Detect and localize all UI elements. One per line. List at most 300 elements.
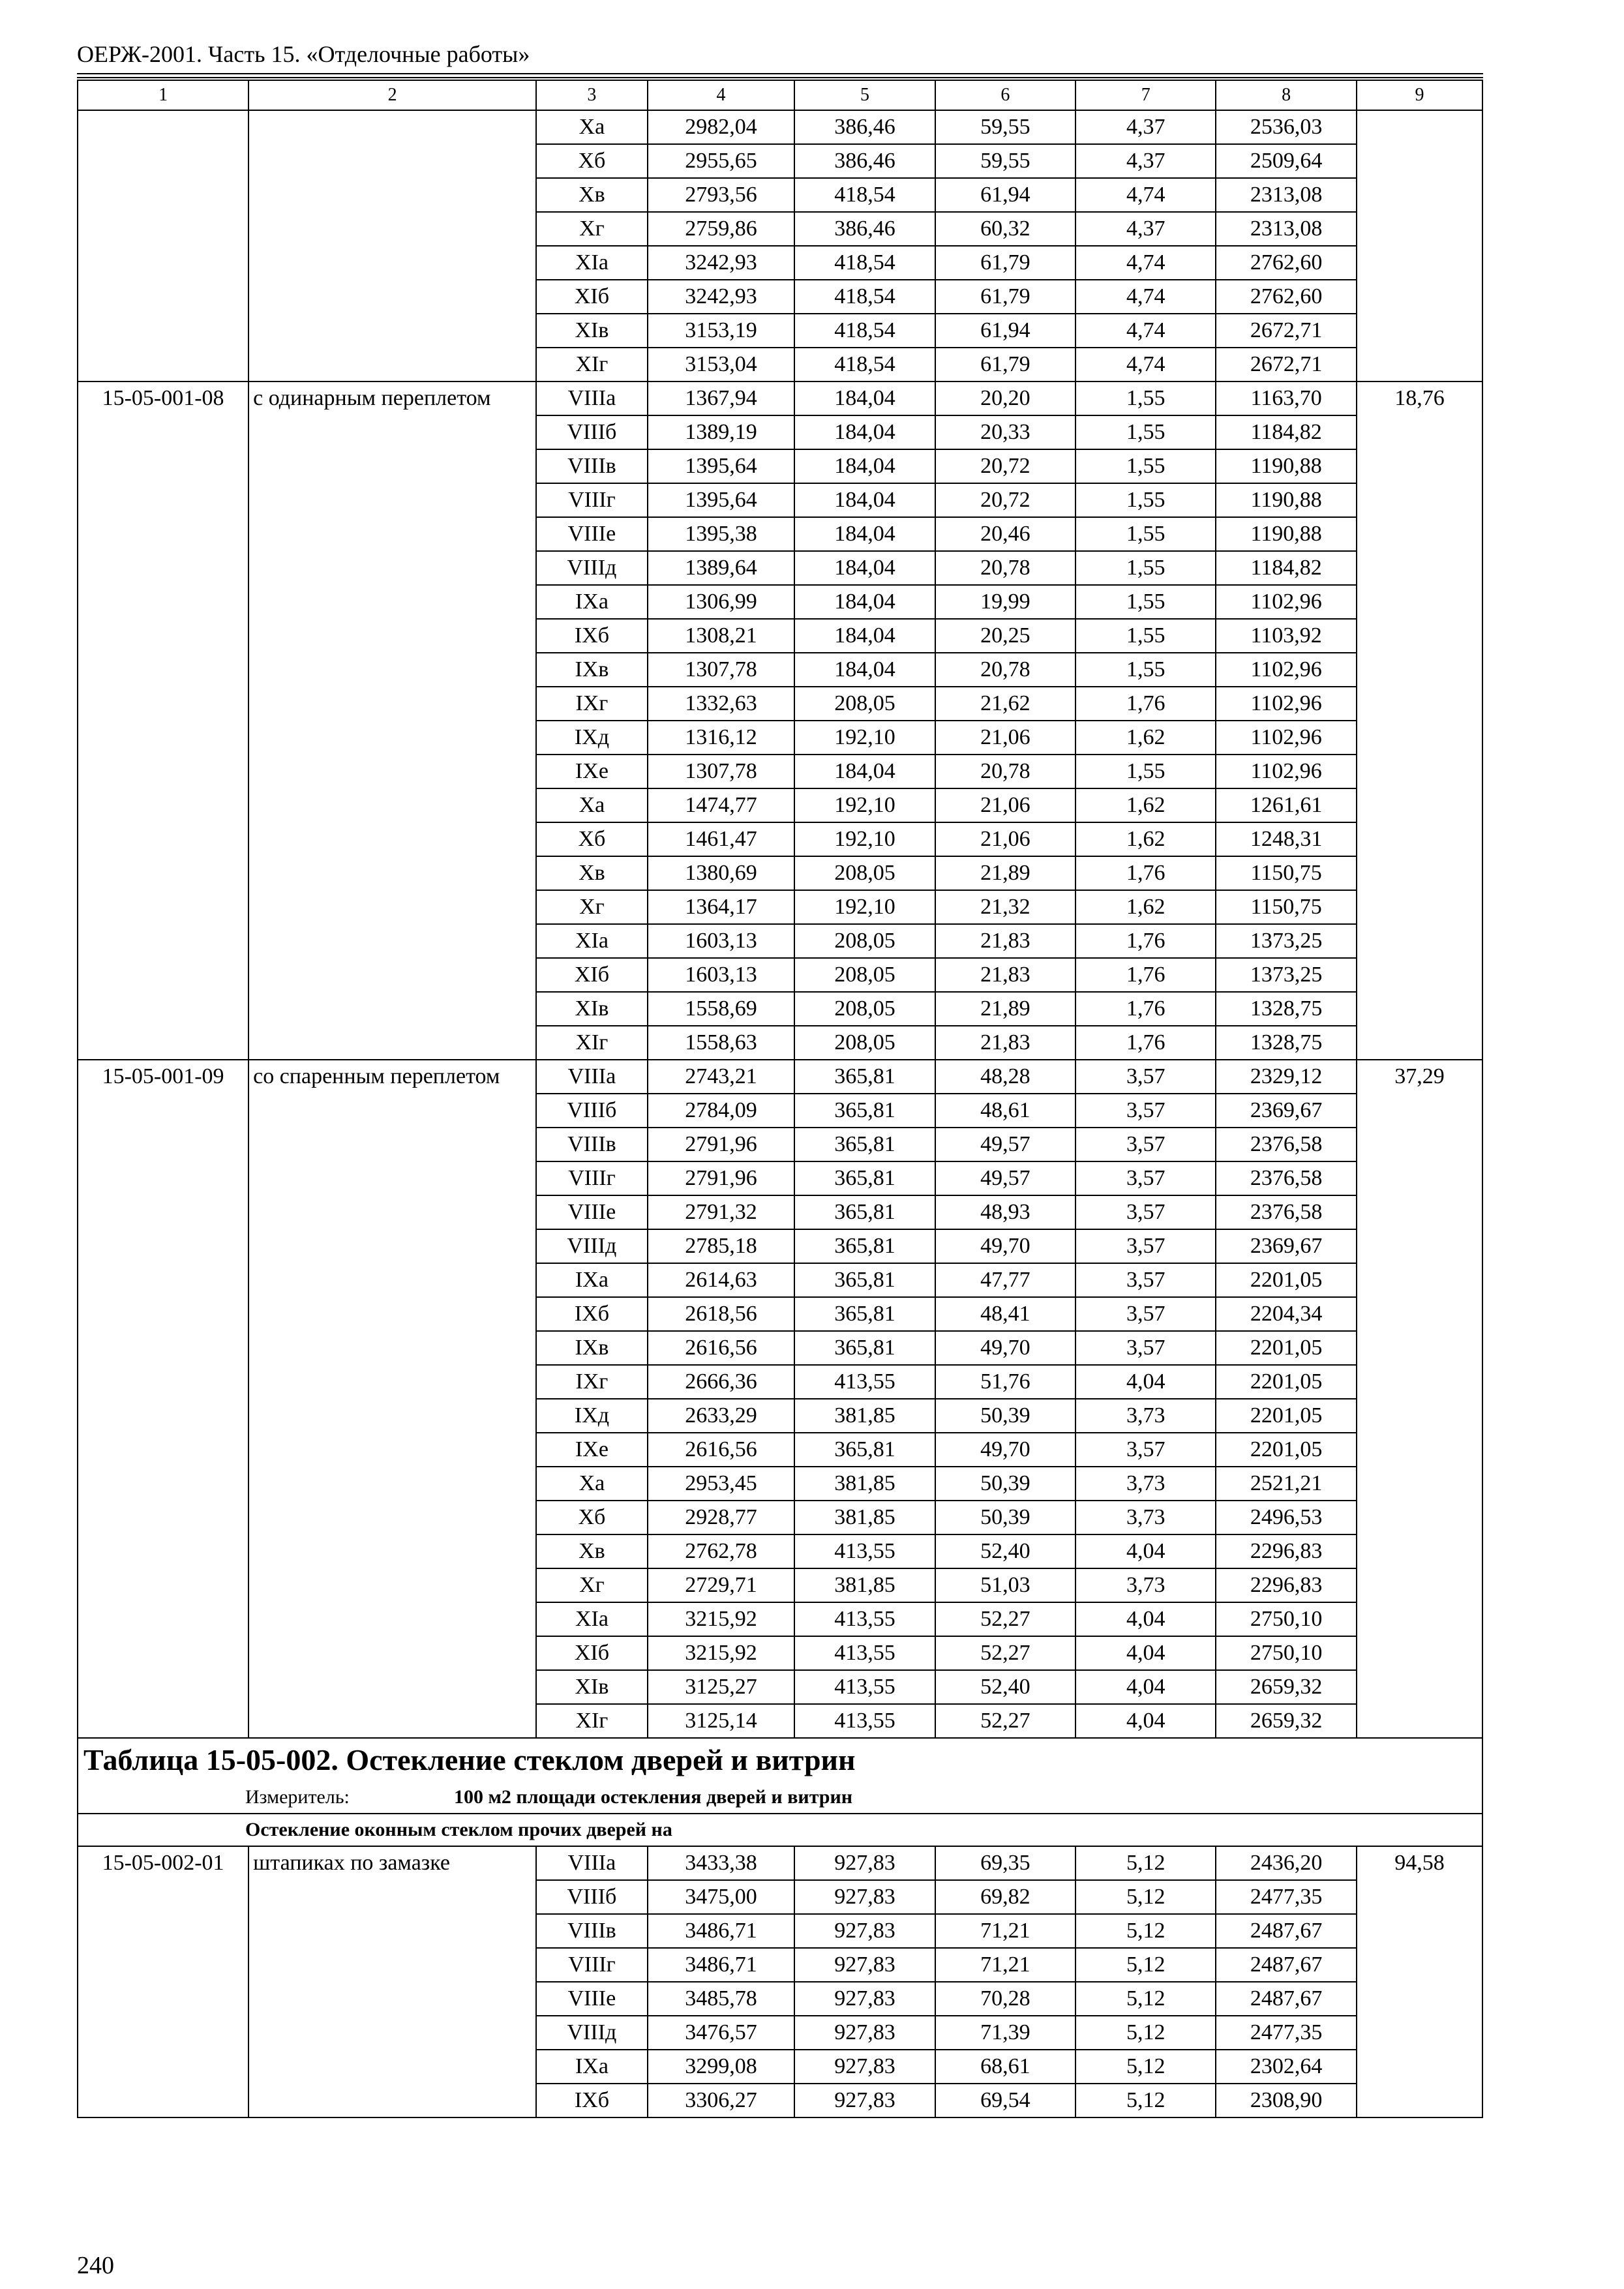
- total-cost-cell: 1389,64: [648, 551, 795, 585]
- wages-cell: 927,83: [794, 1948, 935, 1982]
- machines-cell: 68,61: [935, 2050, 1075, 2084]
- rates-table-body: [78, 80, 1482, 2117]
- wages-cell: 418,54: [794, 348, 935, 382]
- col9-cell: [1357, 110, 1482, 382]
- machinist-wages-cell: 3,73: [1075, 1501, 1216, 1534]
- total-cost-cell: 1380,69: [648, 856, 795, 890]
- total-cost-cell: 1395,64: [648, 483, 795, 517]
- total-cost-cell: 3215,92: [648, 1602, 795, 1636]
- machines-cell: 21,06: [935, 721, 1075, 755]
- total-cost-cell: 1332,63: [648, 687, 795, 721]
- materials-cell: 1102,96: [1216, 585, 1356, 619]
- machinist-wages-cell: 1,55: [1075, 449, 1216, 483]
- machines-cell: 49,57: [935, 1128, 1075, 1161]
- wages-cell: 208,05: [794, 924, 935, 958]
- materials-cell: 2201,05: [1216, 1399, 1356, 1433]
- name-cell: с одинарным переплетом: [248, 382, 536, 1060]
- total-cost-cell: 1367,94: [648, 382, 795, 415]
- machines-cell: 49,57: [935, 1161, 1075, 1195]
- machines-cell: 49,70: [935, 1331, 1075, 1365]
- zone-cell: XIг: [536, 348, 648, 382]
- machines-cell: 60,32: [935, 212, 1075, 246]
- column-number: 9: [1357, 80, 1482, 110]
- machinist-wages-cell: 1,76: [1075, 1026, 1216, 1060]
- zone-cell: IXв: [536, 653, 648, 687]
- materials-cell: 2296,83: [1216, 1568, 1356, 1602]
- wages-cell: 184,04: [794, 483, 935, 517]
- machinist-wages-cell: 3,73: [1075, 1399, 1216, 1433]
- column-number: 8: [1216, 80, 1356, 110]
- machinist-wages-cell: 3,73: [1075, 1568, 1216, 1602]
- materials-cell: 2496,53: [1216, 1501, 1356, 1534]
- machines-cell: 52,27: [935, 1636, 1075, 1670]
- materials-cell: 2302,64: [1216, 2050, 1356, 2084]
- total-cost-cell: 1316,12: [648, 721, 795, 755]
- machinist-wages-cell: 5,12: [1075, 1880, 1216, 1914]
- wages-cell: 381,85: [794, 1501, 935, 1534]
- group-header-row: [78, 1814, 1482, 1846]
- materials-cell: 2750,10: [1216, 1636, 1356, 1670]
- machinist-wages-cell: 3,57: [1075, 1161, 1216, 1195]
- total-cost-cell: 1474,77: [648, 788, 795, 822]
- materials-cell: 1190,88: [1216, 449, 1356, 483]
- column-number: 1: [78, 80, 248, 110]
- wages-cell: 192,10: [794, 788, 935, 822]
- machinist-wages-cell: 1,55: [1075, 415, 1216, 449]
- zone-cell: VIIIa: [536, 1846, 648, 1880]
- wages-cell: 365,81: [794, 1128, 935, 1161]
- table-row: [78, 1060, 1482, 1094]
- total-cost-cell: 3215,92: [648, 1636, 795, 1670]
- wages-cell: 184,04: [794, 755, 935, 788]
- total-cost-cell: 2793,56: [648, 178, 795, 212]
- group-header: Остекление оконным стеклом прочих дверей на: [78, 1814, 1482, 1846]
- zone-cell: XIa: [536, 924, 648, 958]
- zone-cell: XIб: [536, 1636, 648, 1670]
- zone-cell: IXб: [536, 1297, 648, 1331]
- machines-cell: 20,33: [935, 415, 1075, 449]
- total-cost-cell: 2616,56: [648, 1433, 795, 1467]
- total-cost-cell: 2666,36: [648, 1365, 795, 1399]
- zone-cell: VIIIe: [536, 1982, 648, 2016]
- measure-row: [78, 1782, 1482, 1814]
- zone-cell: Xa: [536, 788, 648, 822]
- wages-cell: 413,55: [794, 1365, 935, 1399]
- materials-cell: 2477,35: [1216, 1880, 1356, 1914]
- wages-cell: 208,05: [794, 856, 935, 890]
- machinist-wages-cell: 1,62: [1075, 721, 1216, 755]
- zone-cell: VIIIв: [536, 1914, 648, 1948]
- wages-cell: 927,83: [794, 1914, 935, 1948]
- machines-cell: 20,46: [935, 517, 1075, 551]
- wages-cell: 365,81: [794, 1433, 935, 1467]
- wages-cell: 184,04: [794, 551, 935, 585]
- materials-cell: 1248,31: [1216, 822, 1356, 856]
- materials-cell: 2201,05: [1216, 1365, 1356, 1399]
- column-number: 5: [794, 80, 935, 110]
- wages-cell: 418,54: [794, 178, 935, 212]
- materials-cell: 1328,75: [1216, 992, 1356, 1026]
- machinist-wages-cell: 3,57: [1075, 1263, 1216, 1297]
- machinist-wages-cell: 4,04: [1075, 1602, 1216, 1636]
- wages-cell: 365,81: [794, 1229, 935, 1263]
- zone-cell: Xв: [536, 856, 648, 890]
- materials-cell: 1163,70: [1216, 382, 1356, 415]
- materials-cell: 1373,25: [1216, 924, 1356, 958]
- machinist-wages-cell: 4,74: [1075, 280, 1216, 314]
- machines-cell: 20,72: [935, 449, 1075, 483]
- table2-title: Таблица 15-05-002. Остекление стеклом дверей и витрин: [78, 1738, 1482, 1782]
- machinist-wages-cell: 4,04: [1075, 1704, 1216, 1738]
- machines-cell: 70,28: [935, 1982, 1075, 2016]
- wages-cell: 365,81: [794, 1331, 935, 1365]
- machines-cell: 21,06: [935, 822, 1075, 856]
- total-cost-cell: 3153,04: [648, 348, 795, 382]
- zone-cell: VIIIб: [536, 1094, 648, 1128]
- machinist-wages-cell: 3,57: [1075, 1297, 1216, 1331]
- materials-cell: 1102,96: [1216, 653, 1356, 687]
- materials-cell: 2436,20: [1216, 1846, 1356, 1880]
- zone-cell: XIг: [536, 1704, 648, 1738]
- machinist-wages-cell: 4,04: [1075, 1670, 1216, 1704]
- machinist-wages-cell: 4,37: [1075, 144, 1216, 178]
- materials-cell: 2659,32: [1216, 1670, 1356, 1704]
- zone-cell: VIIIe: [536, 1195, 648, 1229]
- machinist-wages-cell: 5,12: [1075, 1948, 1216, 1982]
- wages-cell: 208,05: [794, 992, 935, 1026]
- machinist-wages-cell: 3,57: [1075, 1331, 1216, 1365]
- machinist-wages-cell: 1,76: [1075, 992, 1216, 1026]
- machinist-wages-cell: 4,04: [1075, 1636, 1216, 1670]
- zone-cell: XIa: [536, 1602, 648, 1636]
- machines-cell: 20,78: [935, 755, 1075, 788]
- total-cost-cell: 3486,71: [648, 1948, 795, 1982]
- total-cost-cell: 3153,19: [648, 314, 795, 348]
- name-cell: со спаренным переплетом: [248, 1060, 536, 1738]
- wages-cell: 365,81: [794, 1297, 935, 1331]
- zone-cell: XIб: [536, 280, 648, 314]
- materials-cell: 1190,88: [1216, 517, 1356, 551]
- machines-cell: 51,03: [935, 1568, 1075, 1602]
- column-number: 4: [648, 80, 795, 110]
- machines-cell: 71,39: [935, 2016, 1075, 2050]
- machinist-wages-cell: 4,74: [1075, 178, 1216, 212]
- header-rule: [77, 73, 1483, 74]
- column-number: 7: [1075, 80, 1216, 110]
- total-cost-cell: 3299,08: [648, 2050, 795, 2084]
- zone-cell: IXa: [536, 1263, 648, 1297]
- machines-cell: 20,78: [935, 653, 1075, 687]
- wages-cell: 927,83: [794, 2084, 935, 2117]
- total-cost-cell: 2955,65: [648, 144, 795, 178]
- machinist-wages-cell: 3,57: [1075, 1128, 1216, 1161]
- materials-cell: 2672,71: [1216, 348, 1356, 382]
- machines-cell: 61,79: [935, 246, 1075, 280]
- materials-cell: 2329,12: [1216, 1060, 1356, 1094]
- machines-cell: 50,39: [935, 1467, 1075, 1501]
- materials-cell: 1102,96: [1216, 755, 1356, 788]
- machines-cell: 21,83: [935, 924, 1075, 958]
- materials-cell: 2477,35: [1216, 2016, 1356, 2050]
- machinist-wages-cell: 3,57: [1075, 1060, 1216, 1094]
- machines-cell: 52,27: [935, 1602, 1075, 1636]
- wages-cell: 386,46: [794, 212, 935, 246]
- wages-cell: 413,55: [794, 1670, 935, 1704]
- materials-cell: 2487,67: [1216, 1948, 1356, 1982]
- wages-cell: 208,05: [794, 1026, 935, 1060]
- wages-cell: 192,10: [794, 822, 935, 856]
- machinist-wages-cell: 1,55: [1075, 619, 1216, 653]
- code-cell: 15-05-001-09: [78, 1060, 248, 1738]
- materials-cell: 2296,83: [1216, 1534, 1356, 1568]
- zone-cell: XIб: [536, 958, 648, 992]
- materials-cell: 2313,08: [1216, 178, 1356, 212]
- machinist-wages-cell: 1,76: [1075, 856, 1216, 890]
- machinist-wages-cell: 3,57: [1075, 1433, 1216, 1467]
- wages-cell: 365,81: [794, 1195, 935, 1229]
- machinist-wages-cell: 4,04: [1075, 1365, 1216, 1399]
- machines-cell: 49,70: [935, 1229, 1075, 1263]
- zone-cell: Xг: [536, 212, 648, 246]
- total-cost-cell: 1558,63: [648, 1026, 795, 1060]
- wages-cell: 418,54: [794, 280, 935, 314]
- machines-cell: 50,39: [935, 1399, 1075, 1433]
- total-cost-cell: 3306,27: [648, 2084, 795, 2117]
- name-cell: [248, 110, 536, 382]
- measure-label: Измеритель:: [245, 1786, 350, 1808]
- machines-cell: 20,72: [935, 483, 1075, 517]
- zone-cell: IXб: [536, 2084, 648, 2117]
- col9-cell: 18,76: [1357, 382, 1482, 1060]
- wages-cell: 381,85: [794, 1568, 935, 1602]
- machines-cell: 48,41: [935, 1297, 1075, 1331]
- machines-cell: 69,54: [935, 2084, 1075, 2117]
- machines-cell: 48,28: [935, 1060, 1075, 1094]
- total-cost-cell: 3433,38: [648, 1846, 795, 1880]
- machines-cell: 48,61: [935, 1094, 1075, 1128]
- machines-cell: 49,70: [935, 1433, 1075, 1467]
- wages-cell: 927,83: [794, 1880, 935, 1914]
- total-cost-cell: 3125,14: [648, 1704, 795, 1738]
- total-cost-cell: 2633,29: [648, 1399, 795, 1433]
- total-cost-cell: 2762,78: [648, 1534, 795, 1568]
- wages-cell: 413,55: [794, 1636, 935, 1670]
- machines-cell: 71,21: [935, 1914, 1075, 1948]
- materials-cell: 2201,05: [1216, 1433, 1356, 1467]
- machinist-wages-cell: 4,37: [1075, 212, 1216, 246]
- wages-cell: 184,04: [794, 653, 935, 687]
- machines-cell: 61,94: [935, 178, 1075, 212]
- zone-cell: XIa: [536, 246, 648, 280]
- table-row: [78, 110, 1482, 144]
- total-cost-cell: 3242,93: [648, 280, 795, 314]
- machinist-wages-cell: 1,55: [1075, 585, 1216, 619]
- total-cost-cell: 2743,21: [648, 1060, 795, 1094]
- total-cost-cell: 3485,78: [648, 1982, 795, 2016]
- materials-cell: 2521,21: [1216, 1467, 1356, 1501]
- zone-cell: XIв: [536, 1670, 648, 1704]
- materials-cell: 1328,75: [1216, 1026, 1356, 1060]
- materials-cell: 2376,58: [1216, 1161, 1356, 1195]
- machinist-wages-cell: 3,57: [1075, 1195, 1216, 1229]
- materials-cell: 1184,82: [1216, 551, 1356, 585]
- machines-cell: 21,89: [935, 856, 1075, 890]
- machinist-wages-cell: 1,55: [1075, 382, 1216, 415]
- materials-cell: 2672,71: [1216, 314, 1356, 348]
- wages-cell: 184,04: [794, 517, 935, 551]
- machinist-wages-cell: 1,55: [1075, 517, 1216, 551]
- machines-cell: 21,83: [935, 1026, 1075, 1060]
- wages-cell: 381,85: [794, 1399, 935, 1433]
- total-cost-cell: 2928,77: [648, 1501, 795, 1534]
- wages-cell: 184,04: [794, 415, 935, 449]
- wages-cell: 927,83: [794, 2050, 935, 2084]
- wages-cell: 381,85: [794, 1467, 935, 1501]
- materials-cell: 2376,58: [1216, 1195, 1356, 1229]
- machinist-wages-cell: 1,76: [1075, 924, 1216, 958]
- total-cost-cell: 2791,96: [648, 1128, 795, 1161]
- zone-cell: VIIIд: [536, 551, 648, 585]
- machinist-wages-cell: 4,04: [1075, 1534, 1216, 1568]
- zone-cell: XIг: [536, 1026, 648, 1060]
- total-cost-cell: 3486,71: [648, 1914, 795, 1948]
- col9-cell: 94,58: [1357, 1846, 1482, 2117]
- materials-cell: 2487,67: [1216, 1982, 1356, 2016]
- zone-cell: VIIIг: [536, 483, 648, 517]
- machinist-wages-cell: 1,76: [1075, 687, 1216, 721]
- wages-cell: 208,05: [794, 958, 935, 992]
- machinist-wages-cell: 1,55: [1075, 653, 1216, 687]
- wages-cell: 418,54: [794, 314, 935, 348]
- total-cost-cell: 1364,17: [648, 890, 795, 924]
- wages-cell: 184,04: [794, 619, 935, 653]
- materials-cell: 2313,08: [1216, 212, 1356, 246]
- zone-cell: Xг: [536, 1568, 648, 1602]
- materials-cell: 2204,34: [1216, 1297, 1356, 1331]
- machinist-wages-cell: 1,62: [1075, 788, 1216, 822]
- wages-cell: 386,46: [794, 110, 935, 144]
- materials-cell: 1190,88: [1216, 483, 1356, 517]
- zone-cell: IXг: [536, 1365, 648, 1399]
- total-cost-cell: 2785,18: [648, 1229, 795, 1263]
- machines-cell: 21,83: [935, 958, 1075, 992]
- wages-cell: 386,46: [794, 144, 935, 178]
- total-cost-cell: 2618,56: [648, 1297, 795, 1331]
- zone-cell: VIIIг: [536, 1161, 648, 1195]
- zone-cell: Xг: [536, 890, 648, 924]
- zone-cell: VIIIд: [536, 1229, 648, 1263]
- materials-cell: 2762,60: [1216, 280, 1356, 314]
- zone-cell: Xa: [536, 110, 648, 144]
- table2-title-row: [78, 1738, 1482, 1782]
- machinist-wages-cell: 5,12: [1075, 1846, 1216, 1880]
- zone-cell: VIIIa: [536, 1060, 648, 1094]
- zone-cell: IXe: [536, 755, 648, 788]
- wages-cell: 365,81: [794, 1060, 935, 1094]
- zone-cell: VIIIв: [536, 449, 648, 483]
- total-cost-cell: 1603,13: [648, 924, 795, 958]
- wages-cell: 365,81: [794, 1094, 935, 1128]
- zone-cell: VIIIв: [536, 1128, 648, 1161]
- total-cost-cell: 2729,71: [648, 1568, 795, 1602]
- machines-cell: 69,35: [935, 1846, 1075, 1880]
- machinist-wages-cell: 5,12: [1075, 2016, 1216, 2050]
- wages-cell: 418,54: [794, 246, 935, 280]
- zone-cell: IXд: [536, 721, 648, 755]
- wages-cell: 184,04: [794, 585, 935, 619]
- materials-cell: 2509,64: [1216, 144, 1356, 178]
- machinist-wages-cell: 5,12: [1075, 2084, 1216, 2117]
- materials-cell: 1103,92: [1216, 619, 1356, 653]
- zone-cell: VIIIг: [536, 1948, 648, 1982]
- code-cell: 15-05-001-08: [78, 382, 248, 1060]
- machines-cell: 52,40: [935, 1534, 1075, 1568]
- total-cost-cell: 2982,04: [648, 110, 795, 144]
- wages-cell: 413,55: [794, 1602, 935, 1636]
- wages-cell: 184,04: [794, 449, 935, 483]
- wages-cell: 192,10: [794, 890, 935, 924]
- machinist-wages-cell: 3,57: [1075, 1094, 1216, 1128]
- materials-cell: 2308,90: [1216, 2084, 1356, 2117]
- materials-cell: 2762,60: [1216, 246, 1356, 280]
- total-cost-cell: 2791,96: [648, 1161, 795, 1195]
- machines-cell: 69,82: [935, 1880, 1075, 1914]
- materials-cell: 1150,75: [1216, 856, 1356, 890]
- zone-cell: XIв: [536, 314, 648, 348]
- machines-cell: 61,94: [935, 314, 1075, 348]
- machines-cell: 21,89: [935, 992, 1075, 1026]
- machinist-wages-cell: 3,57: [1075, 1229, 1216, 1263]
- total-cost-cell: 2759,86: [648, 212, 795, 246]
- total-cost-cell: 1603,13: [648, 958, 795, 992]
- total-cost-cell: 1395,38: [648, 517, 795, 551]
- machinist-wages-cell: 4,74: [1075, 314, 1216, 348]
- machines-cell: 50,39: [935, 1501, 1075, 1534]
- machines-cell: 48,93: [935, 1195, 1075, 1229]
- wages-cell: 413,55: [794, 1534, 935, 1568]
- zone-cell: Xб: [536, 822, 648, 856]
- total-cost-cell: 2784,09: [648, 1094, 795, 1128]
- total-cost-cell: 3125,27: [648, 1670, 795, 1704]
- machines-cell: 61,79: [935, 348, 1075, 382]
- machines-cell: 20,25: [935, 619, 1075, 653]
- zone-cell: IXд: [536, 1399, 648, 1433]
- zone-cell: Xб: [536, 144, 648, 178]
- zone-cell: IXa: [536, 2050, 648, 2084]
- machines-cell: 20,78: [935, 551, 1075, 585]
- wages-cell: 927,83: [794, 1982, 935, 2016]
- machinist-wages-cell: 1,55: [1075, 483, 1216, 517]
- zone-cell: IXe: [536, 1433, 648, 1467]
- machinist-wages-cell: 4,37: [1075, 110, 1216, 144]
- machinist-wages-cell: 5,12: [1075, 2050, 1216, 2084]
- total-cost-cell: 1389,19: [648, 415, 795, 449]
- measure-value: 100 м2 площади остекления дверей и витрин: [454, 1786, 853, 1808]
- machinist-wages-cell: 1,62: [1075, 822, 1216, 856]
- zone-cell: VIIIa: [536, 382, 648, 415]
- total-cost-cell: 3476,57: [648, 2016, 795, 2050]
- total-cost-cell: 1308,21: [648, 619, 795, 653]
- machinist-wages-cell: 4,74: [1075, 246, 1216, 280]
- wages-cell: 208,05: [794, 687, 935, 721]
- total-cost-cell: 3475,00: [648, 1880, 795, 1914]
- machinist-wages-cell: 5,12: [1075, 1982, 1216, 2016]
- materials-cell: 2369,67: [1216, 1094, 1356, 1128]
- machinist-wages-cell: 1,55: [1075, 551, 1216, 585]
- machines-cell: 19,99: [935, 585, 1075, 619]
- machinist-wages-cell: 5,12: [1075, 1914, 1216, 1948]
- column-number-row: [78, 80, 1482, 110]
